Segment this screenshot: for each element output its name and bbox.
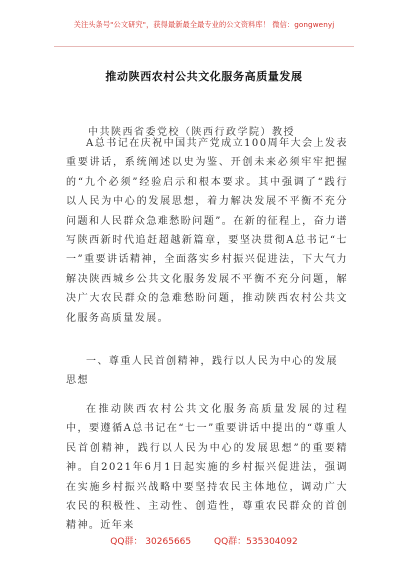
footer-qq-group-1: QQ群： 30265665 xyxy=(110,537,192,547)
footer-qq-group-2: QQ群：535304092 xyxy=(214,537,298,547)
footer-contact xyxy=(0,534,408,547)
body-paragraph-2: 在推动陕西农村公共文化服务高质量发展的过程中，要遵循A总书记在“七一”重要讲话中提出的“尊重人民首创精神，践行以人民为中心的发展思想”的重要精神。自2021年6月1日起实施的乡村振兴促进法，强调在实施乡村振兴战略中要坚持农民主体地位，调动广大农民的积极性、主动性、创造性，尊重农民群众的首创精神。近年来 xyxy=(66,404,348,532)
body-paragraph-1: A总书记在庆祝中国共产党成立100周年大会上发表重要讲话，系统阐述以史为鉴、开创未来必须牢牢把握的“九个必须”经验启示和根本要求。其中强调了“践行以人民为中心的发展思想，着力解决发展不平衡不充分问题和人民群众急难愁盼问题”。在新的征程上，奋力谱写陕西新时代追赶超越新篇章，要坚决贯彻A总书记“七一”重要讲话精神，全面落实乡村振兴促进法，下大气力解决陕西城乡公共文化服务发展不平衡不充分问题，解决广大农民群众的急难愁盼问题，推动陕西农村公共文化服务高质量发展。 xyxy=(66,138,348,324)
promo-header xyxy=(0,0,408,44)
author-line: 中共陕西省委党校（陕西行政学院）教授 xyxy=(88,127,295,138)
section-heading-1: 一、尊重人民首创精神，践行以人民为中心的发展思想 xyxy=(66,356,338,387)
promo-text: 关注头条号"公文研究"，获得最新最全最专业的公文资料库！ 微信：gongwenyj xyxy=(73,20,335,29)
header-divider xyxy=(54,46,354,47)
document-title: 推动陕西农村公共文化服务高质量发展 xyxy=(105,70,303,83)
